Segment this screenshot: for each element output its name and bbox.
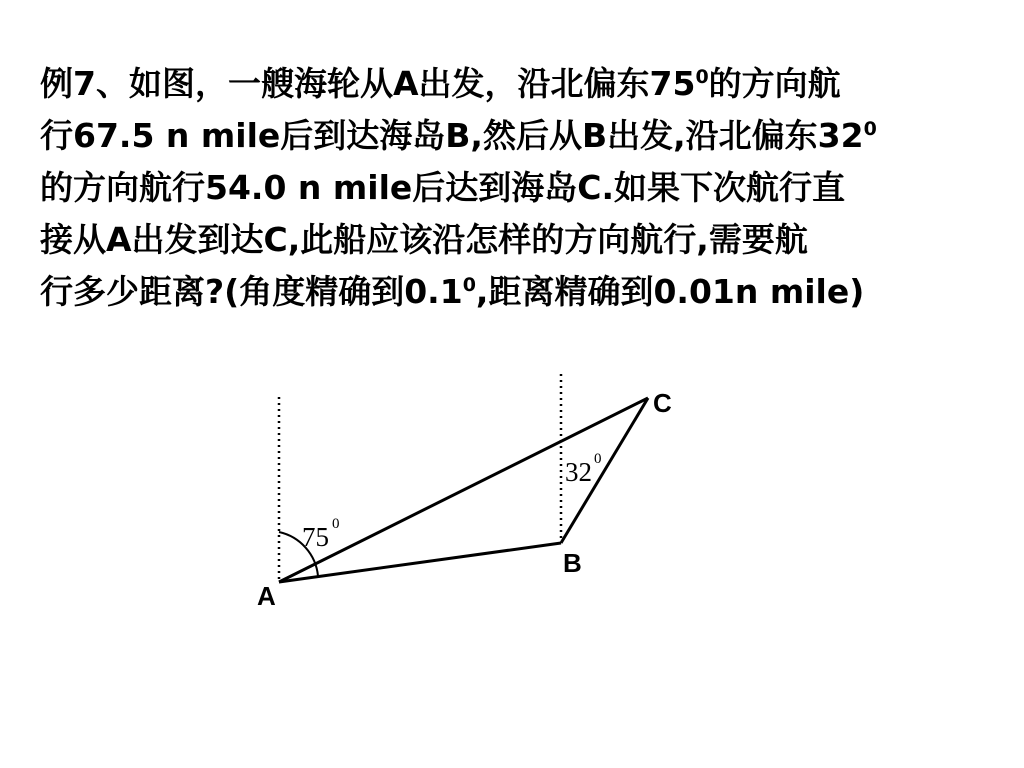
- problem-line-3-text: 的方向航行54.0 n mile后达到海岛C.如果下次航行直: [40, 168, 846, 207]
- angle-label-a: 75: [302, 522, 329, 552]
- angle-label-a-sup: 0: [332, 516, 340, 532]
- problem-line-1-text: 例7、如图，一艘海轮从A出发，沿北偏东75: [40, 64, 696, 103]
- point-label-b: B: [563, 548, 582, 578]
- problem-line-4-text: 接从A出发到达C,此船应该沿怎样的方向航行,需要航: [40, 220, 808, 259]
- degree-sup: 0: [863, 118, 877, 140]
- point-label-a: A: [257, 581, 276, 611]
- degree-sup: 0: [695, 66, 709, 88]
- angle-label-b-sup: 0: [594, 451, 602, 467]
- problem-line-2-text: 行67.5 n mile后到达海岛B,然后从B出发,沿北偏东32: [40, 116, 864, 155]
- problem-line-1-tail: 的方向航: [708, 64, 841, 103]
- problem-line-5-text: 行多少距离?(角度精确到0.1: [40, 272, 463, 311]
- degree-sup: 0: [462, 274, 476, 296]
- problem-line-5-tail: ,距离精确到0.01n mile): [475, 272, 865, 311]
- angle-label-b: 32: [565, 457, 592, 487]
- point-label-c: C: [653, 388, 672, 418]
